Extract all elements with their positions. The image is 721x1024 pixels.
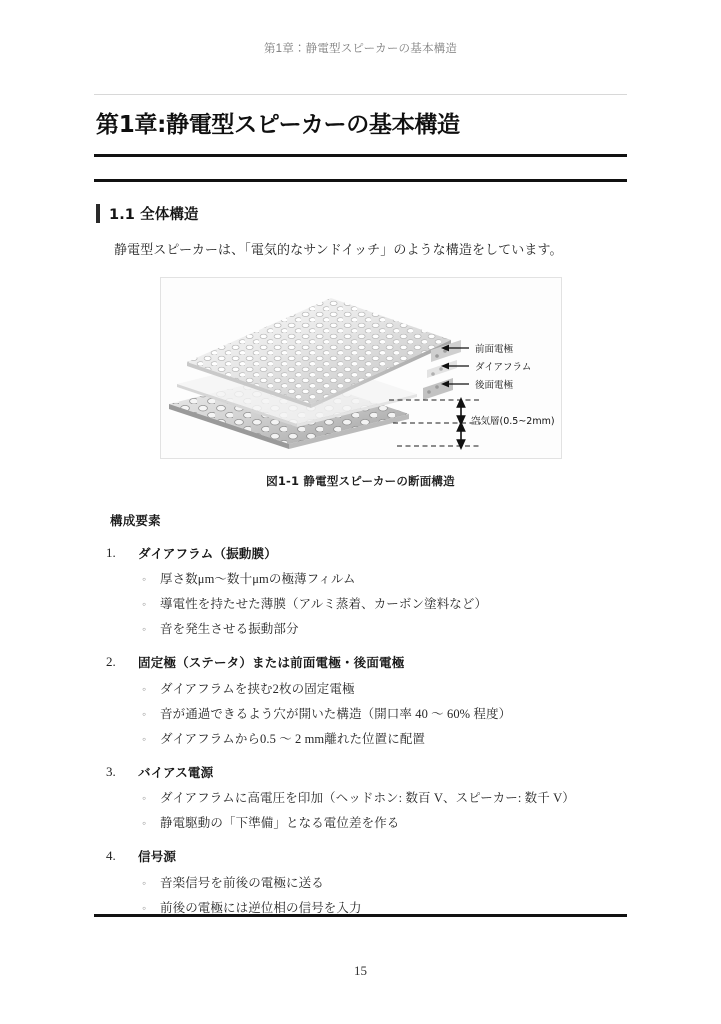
section-intro-paragraph: 静電型スピーカーは、「電気的なサンドイッチ」のような構造をしています。 bbox=[114, 241, 563, 257]
list-item: ◦ 静電駆動の「下準備」となる電位差を作る bbox=[138, 811, 627, 836]
list-item: ◦ 前後の電極には逆位相の信号を入力 bbox=[138, 896, 627, 921]
list-item bbox=[94, 848, 627, 921]
component-bullets bbox=[138, 786, 627, 836]
component-bullets bbox=[138, 677, 627, 752]
list-item: ◦ ダイアフラムから0.5 〜 2 mm離れた位置に配置 bbox=[138, 727, 627, 752]
list-item: ◦ 音を発生させる振動部分 bbox=[138, 617, 627, 642]
component-title: ダイアフラム（振動膜） bbox=[138, 545, 277, 561]
chapter-title: 第1章:静電型スピーカーの基本構造 bbox=[96, 112, 460, 138]
list-item bbox=[94, 764, 627, 837]
list-item: ◦ ダイアフラムを挟む2枚の固定電極 bbox=[138, 677, 627, 702]
component-bullets bbox=[138, 871, 627, 921]
list-item: ◦ 音楽信号を前後の電極に送る bbox=[138, 871, 627, 896]
figure-image-frame bbox=[160, 277, 562, 459]
list-item: ◦ ダイアフラムに高電圧を印加（ヘッドホン: 数百 V、スピーカー: 数千 V） bbox=[138, 786, 627, 811]
list-item bbox=[94, 545, 627, 643]
running-header: 第1章：静電型スピーカーの基本構造 bbox=[263, 43, 458, 55]
component-title: バイアス電源 bbox=[138, 764, 214, 780]
section-accent-bar bbox=[96, 204, 100, 223]
footer-divider bbox=[94, 914, 627, 917]
list-item: ◦ 音が通過できるよう穴が開いた構造（開口率 40 〜 60% 程度） bbox=[138, 702, 627, 727]
page-content bbox=[94, 94, 627, 933]
figure-caption: 図1-1 静電型スピーカーの断面構造 bbox=[266, 473, 455, 488]
component-bullets bbox=[138, 567, 627, 642]
list-item bbox=[94, 654, 627, 752]
air-gap-guides bbox=[389, 400, 481, 446]
section-heading bbox=[96, 203, 627, 224]
section-title: 1.1 全体構造 bbox=[109, 206, 199, 223]
list-item: ◦ 導電性を持たせた薄膜（アルミ蒸着、カーボン塗料など） bbox=[138, 592, 627, 617]
figure-label-diaphragm: ダイアフラム bbox=[474, 361, 531, 373]
figure-label-front-electrode: 前面電極 bbox=[474, 343, 513, 355]
component-title: 信号源 bbox=[138, 849, 177, 864]
component-title: 固定極（ステータ）または前面電極・後面電極 bbox=[138, 655, 405, 670]
divider-above-section bbox=[94, 179, 627, 182]
figure-label-air-gap: 空気層(0.5~2mm) bbox=[470, 415, 555, 427]
speaker-cross-section-illustration bbox=[161, 278, 561, 458]
list-item: ◦ 厚さ数μm〜数十μmの極薄フィルム bbox=[138, 567, 627, 592]
figure-container bbox=[94, 277, 627, 459]
figure-label-rear-electrode: 後面電極 bbox=[474, 379, 513, 391]
page-number: 15 bbox=[354, 963, 367, 978]
components-heading: 構成要素 bbox=[110, 512, 161, 528]
components-list bbox=[94, 545, 627, 921]
